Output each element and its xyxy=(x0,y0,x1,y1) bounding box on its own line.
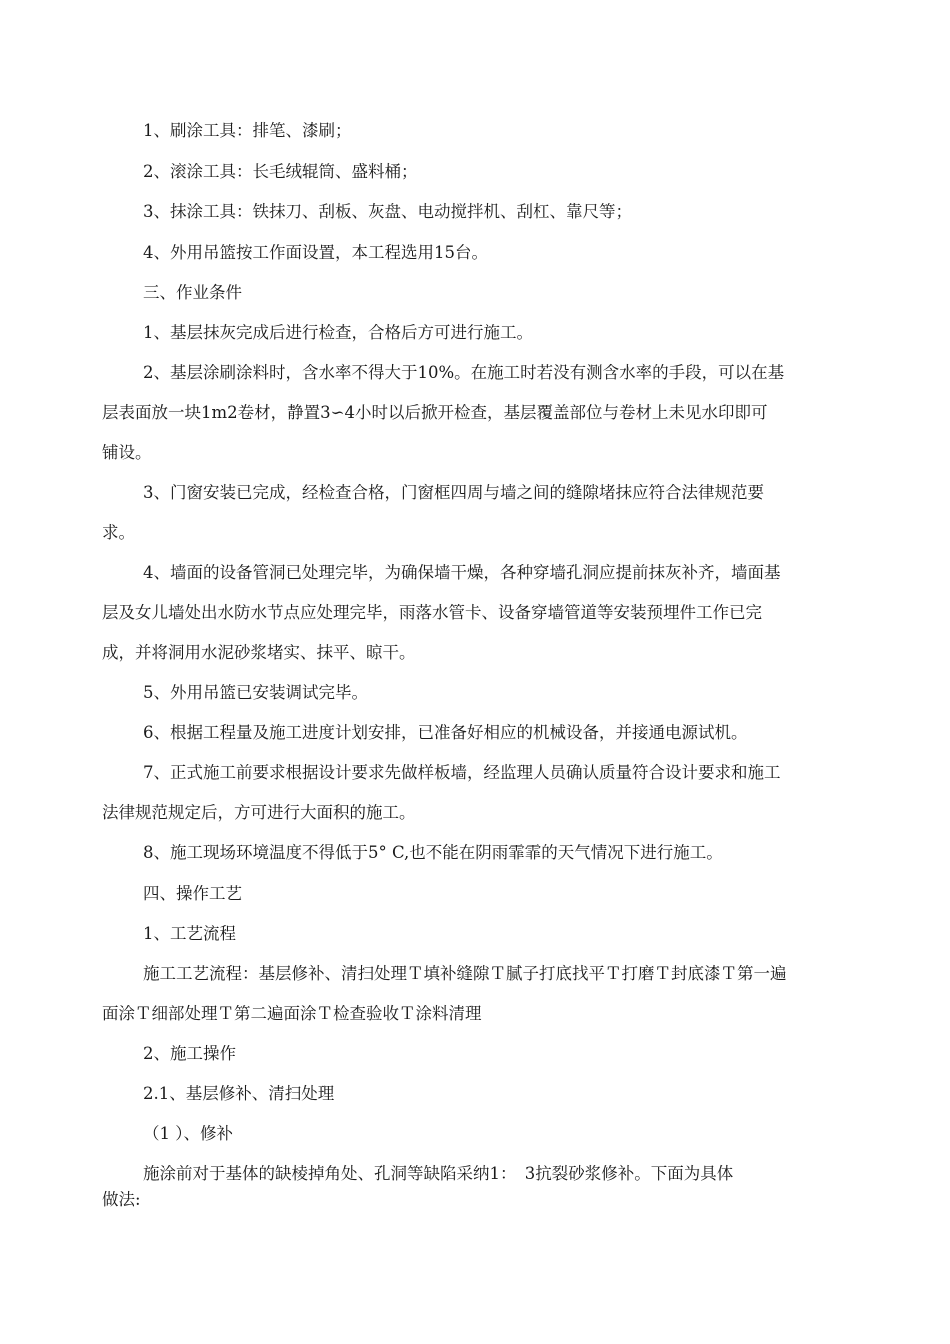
text-line: 3、抹涂工具：铁抹刀、刮板、灰盘、电动搅拌机、刮杠、靠尺等； xyxy=(143,202,632,221)
text-line: 1、基层抹灰完成后进行检查，合格后方可进行施工。 xyxy=(143,323,533,342)
text-line: 求。 xyxy=(102,523,135,542)
section-heading: 四、操作工艺 xyxy=(143,884,242,903)
text-line: 施涂前对于基体的缺棱掉角处、孔洞等缺陷采纳1： 3抗裂砂浆修补。下面为具体 xyxy=(143,1164,734,1183)
text-line: 4、墙面的设备管洞已处理完毕，为确保墙干燥，各种穿墙孔洞应提前抹灰补齐，墙面基 xyxy=(143,563,781,582)
text-line: 铺设。 xyxy=(102,443,152,462)
text-line: 做法: xyxy=(102,1190,141,1209)
text-line: 3、门窗安装已完成，经检查合格，门窗框四周与墙之间的缝隙堵抹应符合法律规范要 xyxy=(143,483,764,502)
text-line: 层表面放一块1m2卷材，静置3∽4小时以后掀开检查，基层覆盖部位与卷材上未见水印即可 xyxy=(102,403,768,422)
text-line: 2、基层涂刷涂料时，含水率不得大于10%。在施工时若没有测含水率的手段，可以在基 xyxy=(143,363,785,382)
text-line: 5、外用吊篮已安装调试完毕。 xyxy=(143,683,368,702)
text-line: 7、正式施工前要求根据设计要求先做样板墙，经监理人员确认质量符合设计要求和施工 xyxy=(143,763,781,782)
text-line: 1、工艺流程 xyxy=(143,924,236,943)
section-heading: 三、作业条件 xyxy=(143,283,242,302)
text-line: 施工工艺流程：基层修补、清扫处理Ｔ填补缝隙Ｔ腻子打底找平Ｔ打磨Ｔ封底漆Ｔ第一遍 xyxy=(143,964,787,983)
text-line: 1、刷涂工具：排笔、漆刷； xyxy=(143,121,352,140)
text-line: 面涂Ｔ细部处理Ｔ第二遍面涂Ｔ检查验收Ｔ涂料清理 xyxy=(102,1004,482,1023)
text-line: （1 ）、修补 xyxy=(143,1124,233,1143)
text-line: 2、滚涂工具：长毛绒辊筒、盛料桶； xyxy=(143,162,418,181)
text-line: 2.1、基层修补、清扫处理 xyxy=(143,1084,335,1103)
text-line: 成，并将洞用水泥砂浆堵实、抹平、晾干。 xyxy=(102,643,416,662)
text-line: 4、外用吊篮按工作面设置，本工程选用15台。 xyxy=(143,243,488,262)
text-line: 8、施工现场环境温度不得低于5° C,也不能在阴雨霏霏的天气情况下进行施工。 xyxy=(143,843,723,862)
text-line: 6、根据工程量及施工进度计划安排，已准备好相应的机械设备，并接通电源试机。 xyxy=(143,723,748,742)
text-line: 2、施工操作 xyxy=(143,1044,236,1063)
text-line: 层及女儿墙处出水防水节点应处理完毕，雨落水管卡、设备穿墙管道等安装预埋件工作已完 xyxy=(102,603,762,622)
text-line: 法律规范规定后，方可进行大面积的施工。 xyxy=(102,803,416,822)
